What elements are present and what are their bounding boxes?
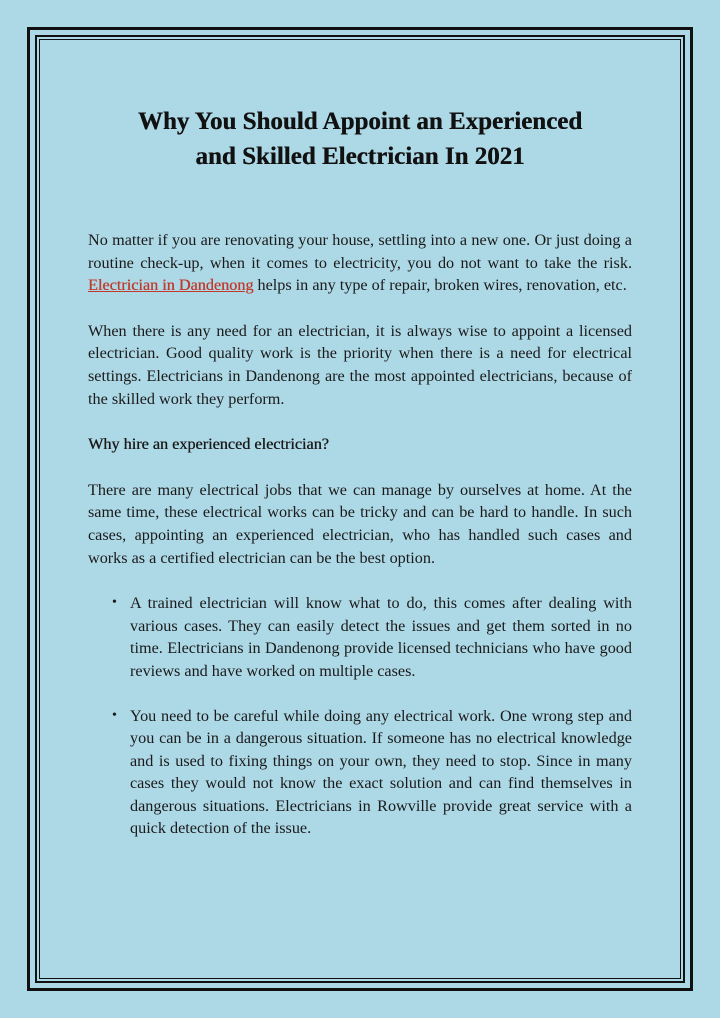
bullet-item	[88, 592, 632, 682]
bullet-item	[88, 705, 632, 841]
bullet-text: You need to be careful while doing any electrical work. One wrong step and you can be in a dangerous situation. If someone has no electrical knowledge and is used to fixing things on your own, they need to stop. Since in many cases they would not know the exact solution and can find themselves in dangerous situations. Electricians in Rowville provide great service with a quick detection of the issue.	[130, 706, 632, 838]
document-content	[88, 104, 632, 862]
title-line-1: Why You Should Appoint an Experienced	[137, 108, 583, 135]
intro-text-start: No matter if you are renovating your house, settling into a new one. Or just doing a routine check-up, when it comes to electricity, you do not want to take the risk.	[88, 231, 632, 272]
title-line-2: and Skilled Electrician In 2021	[195, 143, 525, 170]
paragraph-intro	[88, 229, 632, 297]
bullet-list	[88, 592, 632, 840]
document-title	[88, 104, 632, 174]
electrician-dandenong-link[interactable]: Electrician in Dandenong	[88, 276, 254, 295]
paragraph-licensed: When there is any need for an electrician, it is always wise to appoint a licensed electrician. Good quality work is the priority when there is a need for electrical settings. Electricians in Dandenong are the most appointed electricians, because of the skilled work they perform.	[88, 321, 632, 408]
bullet-text: A trained electrician will know what to do, this comes after dealing with various cases. They can easily detect the issues and get them sorted in no time. Electricians in Dandenong provide licensed technicians who have good reviews and have worked on multiple cases.	[130, 594, 632, 680]
intro-text-end: helps in any type of repair, broken wires, renovation, etc.	[253, 276, 627, 295]
paragraph-electrical-jobs: There are many electrical jobs that we can manage by ourselves at home. At the same time, these electrical works can be tricky and can be hard to handle. In such cases, appointing an experienced electrician, who has handled such cases and works as a certified electrician can be the best option.	[88, 480, 632, 567]
bullet-dot-icon: •	[112, 595, 117, 611]
section-subheading: Why hire an experienced electrician?	[88, 435, 329, 454]
bullet-dot-icon: •	[112, 707, 117, 723]
